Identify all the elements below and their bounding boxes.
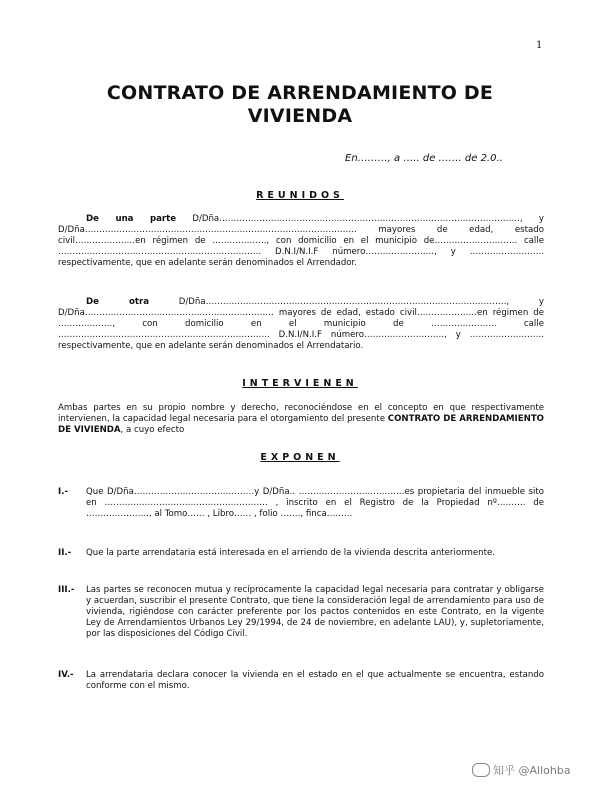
- item-number: III.-: [58, 585, 75, 595]
- parte2-paragraph: [58, 297, 544, 352]
- parte2-label: De otra: [86, 297, 150, 307]
- dateline: En………, a ….. de ……. de 2.0..: [345, 153, 503, 164]
- exponen-heading: EXPONEN: [260, 452, 340, 463]
- item-text: La arrendataria declara conocer la vivienda en el estado en el que actualmente se encuentra, estando conforme con el mismo.: [86, 670, 544, 691]
- exponen-item-2: [58, 548, 544, 559]
- contract-name: CONTRATO DE ARRENDAMIENTO DE VIVIENDA: [58, 414, 544, 435]
- intervienen-text-end: , a cuyo efecto: [120, 425, 185, 435]
- item-text: Las partes se reconocen mutua y recíprocamente la capacidad legal necesaria para contratar y obligarse y acuerdan, suscribir el presente Contrato, que tiene la consideración legal de arrendamiento para uso de vivienda, rigiéndose con carácter preferente por los pactos contenidos en este Contrato, en la vigente Ley de Arrendamientos Urbanos Ley 29/1994, de 24 de noviembre, en adelante LAU), y, supletoriamente, por las disposiciones del Código Civil.: [86, 585, 544, 639]
- item-text: Que D/Dña……………………………………y D/Dña.. ……………………………….es propietaria del inmueble sito en ………………………………………………… , inscrito en el Registro de la Propiedad nº………. de …………………., al Tomo…… , Libro…… , folio ……., finca………: [86, 487, 544, 519]
- title-line-2: VIVIENDA: [247, 105, 353, 127]
- watermark: [472, 762, 571, 778]
- item-number: IV.-: [58, 670, 74, 680]
- parte1-paragraph: [58, 214, 544, 269]
- chat-bubble-icon: [472, 763, 490, 777]
- exponen-item-3: [58, 585, 544, 640]
- item-number: I.-: [58, 487, 69, 497]
- parte2-text: D/Dña……………………………………………………………………………………………, y D/Dña………………………………………………………… mayores de edad, estado civil…………………en régimen de ………………., con domicilio en el municipio de ………………….. calle ……………………………………………………………….. D.N.I/N.I.F número………………………., y …………………….. respectivamente, que en adelante serán denominados el Arrendatario.: [58, 297, 544, 351]
- parte1-text: D/Dña……………………………………………………………………………………………, y D/Dña………………………………………………………………………………….. mayores de edad, estado civil…………………en régimen de ………………., con domicilio en el municipio de……………………….. calle …………………………………………………………….. D.N.I/N.I.F número……………………, y …………………….. respectivamente, que en adelante serán denominados el Arrendador.: [58, 214, 545, 268]
- intervienen-paragraph: [58, 403, 544, 436]
- document-title: [60, 82, 540, 128]
- reunidos-heading: REUNIDOS: [256, 190, 344, 201]
- item-text: Que la parte arrendataria está interesada en el arriendo de la vivienda descrita anteriormente.: [86, 548, 495, 558]
- exponen-item-4: [58, 670, 544, 692]
- exponen-item-1: [58, 487, 544, 520]
- item-number: II.-: [58, 548, 72, 558]
- page-number: 1: [536, 40, 543, 51]
- title-line-1: CONTRATO DE ARRENDAMIENTO DE: [106, 82, 494, 104]
- intervienen-heading: INTERVIENEN: [242, 378, 358, 389]
- watermark-text: 知乎 @Allohba: [493, 764, 571, 777]
- parte1-label: De una parte: [86, 214, 177, 224]
- intervienen-text: Ambas partes en su propio nombre y derecho, reconociéndose en el concepto en que respectivamente intervienen, la capacidad legal necesaria para el otorgamiento del presente: [58, 403, 544, 424]
